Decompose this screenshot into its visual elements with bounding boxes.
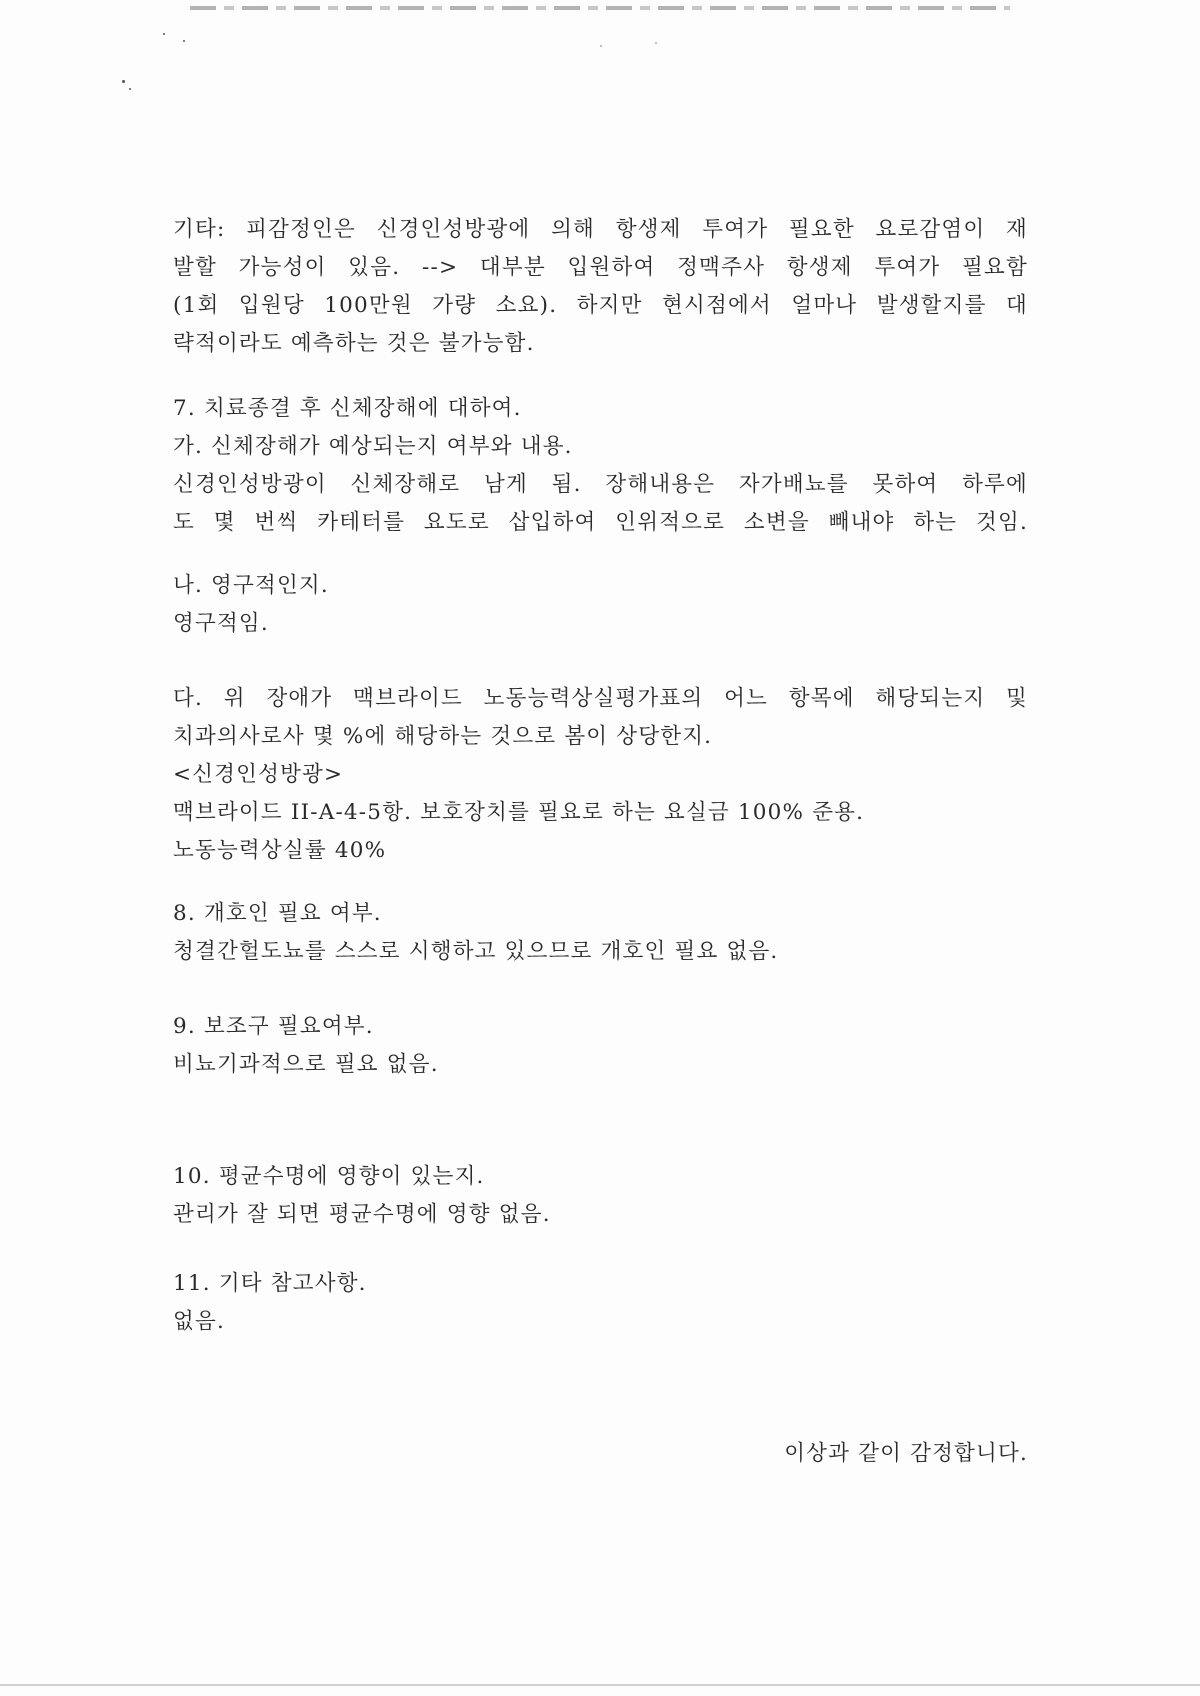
item9-block — [173, 1008, 1028, 1084]
scan-speck — [183, 40, 185, 42]
item8-answer: 청결간헐도뇨를 스스로 시행하고 있으므로 개호인 필요 없음. — [173, 939, 779, 964]
item7c-diagnosis: <신경인성방광> — [173, 762, 344, 787]
scan-speck — [122, 80, 125, 83]
item7b-heading: 나. 영구적인지. — [173, 573, 329, 598]
closing-statement: 이상과 같이 감정합니다. — [784, 1441, 1028, 1466]
item9-heading: 9. 보조구 필요여부. — [173, 1014, 374, 1039]
item7c-heading-line-2: 치과의사로사 몇 %에 해당하는 것으로 봄이 상당한지. — [173, 724, 713, 749]
item7-text-line-1: 신경인성방광이 신체장해로 남게 됨. 장해내용은 자가배뇨를 못하여 하루에 — [173, 472, 1028, 497]
item7c-heading-line-1: 다. 위 장애가 맥브라이드 노동능력상실평가표의 어느 항목에 해당되는지 및 — [173, 686, 1028, 711]
item11-block — [173, 1265, 1028, 1341]
item7-heading: 7. 치료종결 후 신체장해에 대하여. — [173, 396, 522, 421]
item7c-rate: 노동능력상실률 40% — [173, 838, 387, 863]
item11-heading: 11. 기타 참고사항. — [173, 1271, 367, 1296]
item7-text-line-2: 도 몇 번씩 카테터를 요도로 삽입하여 인위적으로 소변을 빼내야 하는 것임. — [173, 510, 1028, 535]
scan-artifact-top — [190, 6, 1010, 10]
other-note-line-2: 발할 가능성이 있음. --> 대부분 입원하여 정맥주사 항생제 투여가 필요함 — [173, 255, 1028, 280]
item7-block — [173, 390, 1028, 542]
item11-answer: 없음. — [173, 1309, 225, 1334]
item10-heading: 10. 평균수명에 영향이 있는지. — [173, 1164, 485, 1189]
item10-block — [173, 1158, 1028, 1234]
other-note-line-3: (1회 입원당 100만원 가량 소요). 하지만 현시점에서 얼마나 발생할지를 대 — [173, 293, 1028, 318]
scan-speck — [163, 33, 165, 35]
scan-speck — [655, 42, 657, 44]
item8-block — [173, 895, 1028, 971]
item7-subheading: 가. 신체장해가 예상되는지 여부와 내용. — [173, 434, 573, 459]
scan-artifact-bottom — [0, 1684, 1200, 1686]
scan-speck — [129, 88, 131, 90]
other-note-block — [173, 211, 1028, 363]
item9-answer: 비뇨기과적으로 필요 없음. — [173, 1052, 439, 1077]
item7b-answer: 영구적임. — [173, 611, 269, 636]
scan-speck — [600, 45, 602, 47]
item7b-block — [173, 567, 1028, 643]
item7c-mcbride: 맥브라이드 II-A-4-5항. 보호장치를 필요로 하는 요실금 100% 준용. — [173, 800, 865, 825]
item8-heading: 8. 개호인 필요 여부. — [173, 901, 382, 926]
other-note-line-1: 기타: 피감정인은 신경인성방광에 의해 항생제 투여가 필요한 요로감염이 재 — [173, 217, 1028, 242]
item10-answer: 관리가 잘 되면 평균수명에 영향 없음. — [173, 1202, 551, 1227]
item7c-block — [173, 680, 1028, 870]
other-note-line-4: 략적이라도 예측하는 것은 불가능함. — [173, 331, 535, 356]
